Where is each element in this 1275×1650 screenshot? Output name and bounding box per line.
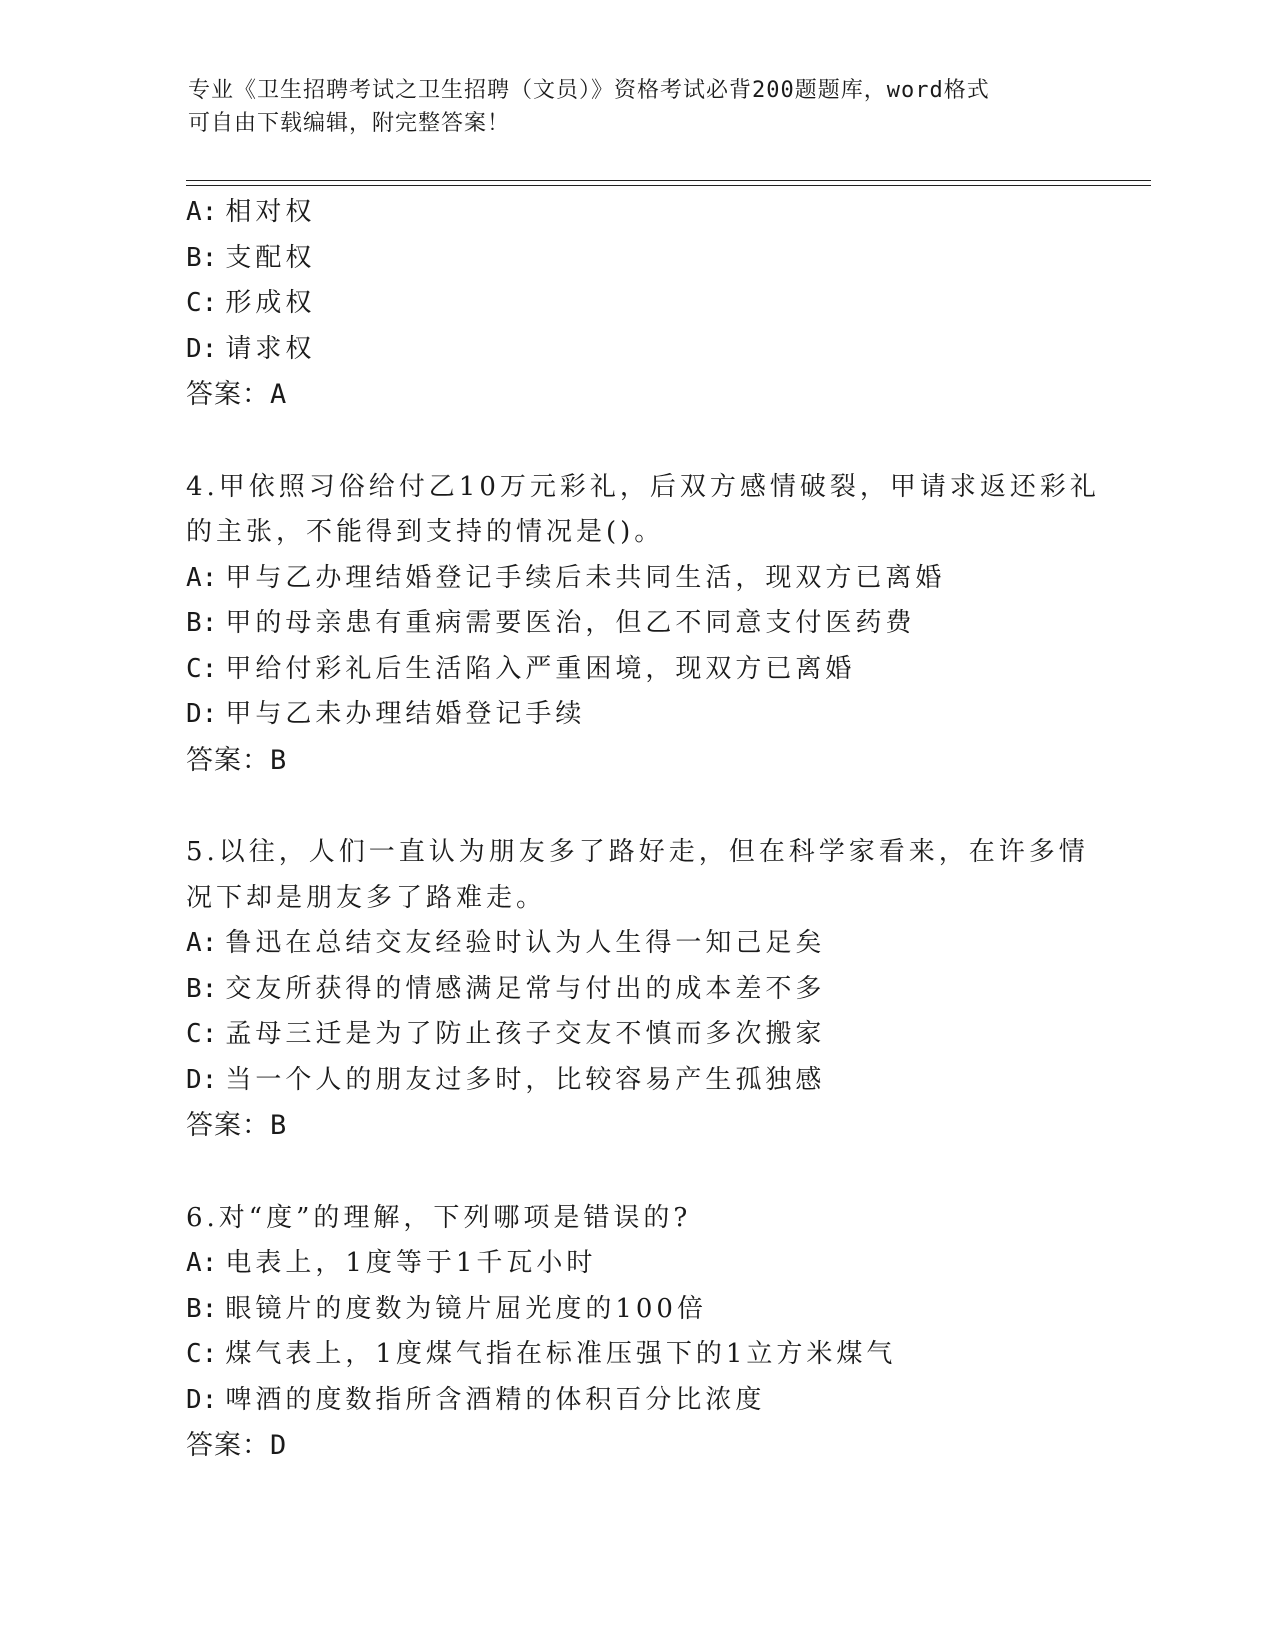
option-text: 鲁迅在总结交友经验时认为人生得一知己足矣 — [225, 928, 826, 958]
answer-value: A — [270, 379, 288, 410]
answer-line — [186, 1423, 1146, 1469]
option-b — [186, 967, 1146, 1013]
header-divider-bottom — [186, 185, 1151, 186]
question-5 — [186, 830, 1146, 1149]
option-text: 甲给付彩礼后生活陷入严重困境，现双方已离婚 — [225, 653, 856, 684]
option-text: 啤酒的度数指所含酒精的体积百分比浓度 — [225, 1384, 766, 1415]
option-key: A: — [186, 197, 218, 227]
option-key: D: — [186, 1384, 218, 1415]
option-text: 电表上，1度等于1千瓦小时 — [225, 1248, 597, 1278]
header-line-2: 可自由下载编辑，附完整答案！ — [188, 111, 511, 136]
question-6 — [186, 1196, 1146, 1469]
header-line-1: 专业《卫生招聘考试之卫生招聘（文员）》资格考试必背200题题库，word格式 — [188, 78, 990, 103]
option-key: D: — [186, 333, 218, 364]
option-key: A: — [186, 928, 218, 958]
answer-line — [186, 1103, 1146, 1149]
question-spacer — [186, 783, 1146, 830]
option-text: 孟母三迁是为了防止孩子交友不慎而多次搬家 — [225, 1019, 826, 1049]
question-spacer — [186, 1149, 1146, 1196]
option-a — [186, 556, 1146, 602]
header-divider-top — [186, 180, 1151, 181]
option-key: C: — [186, 653, 218, 684]
option-text: 交友所获得的情感满足常与付出的成本差不多 — [225, 973, 826, 1004]
option-key: A: — [186, 562, 218, 593]
answer-value: B — [270, 744, 288, 776]
question-3 — [186, 190, 1146, 418]
option-c — [186, 1012, 1146, 1058]
answer-label: 答案： — [186, 1110, 270, 1141]
option-text: 支配权 — [225, 242, 316, 273]
option-text: 煤气表上，1度煤气指在标准压强下的1立方米煤气 — [225, 1339, 897, 1369]
answer-label: 答案： — [186, 1430, 270, 1461]
option-b — [186, 236, 1146, 282]
option-key: B: — [186, 608, 218, 638]
option-text: 形成权 — [225, 288, 316, 318]
option-text: 当一个人的朋友过多时，比较容易产生孤独感 — [225, 1064, 826, 1095]
option-d — [186, 692, 1146, 738]
option-key: B: — [186, 242, 218, 273]
answer-label: 答案： — [186, 379, 270, 410]
option-d — [186, 327, 1146, 373]
option-key: A: — [186, 1248, 218, 1278]
option-c — [186, 1332, 1146, 1378]
option-a — [186, 921, 1146, 967]
option-key: C: — [186, 1339, 218, 1369]
answer-value: B — [270, 1110, 288, 1141]
option-text: 甲与乙未办理结婚登记手续 — [225, 699, 586, 729]
option-c — [186, 647, 1146, 693]
answer-label: 答案： — [186, 744, 270, 776]
option-key: B: — [186, 1293, 218, 1324]
option-key: C: — [186, 288, 218, 318]
option-text: 眼镜片的度数为镜片屈光度的100倍 — [225, 1293, 707, 1324]
option-text: 甲的母亲患有重病需要医治，但乙不同意支付医药费 — [225, 608, 916, 638]
question-4 — [186, 465, 1146, 784]
question-list — [186, 190, 1146, 1469]
question-stem-line: 6.对“度”的理解，下列哪项是错误的? — [186, 1202, 692, 1233]
document-header — [188, 74, 1088, 140]
question-stem-line: 5.以往，人们一直认为朋友多了路好走，但在科学家看来，在许多情 — [186, 837, 1089, 867]
option-key: C: — [186, 1019, 218, 1049]
option-key: D: — [186, 699, 218, 729]
option-key: D: — [186, 1064, 218, 1095]
option-text: 相对权 — [225, 197, 316, 227]
question-stem-line: 4.甲依照习俗给付乙10万元彩礼，后双方感情破裂，甲请求返还彩礼 — [186, 471, 1100, 502]
option-d — [186, 1378, 1146, 1424]
question-stem-line: 况下却是朋友多了路难走。 — [186, 882, 547, 913]
option-text: 请求权 — [225, 333, 316, 364]
option-text: 甲与乙办理结婚登记手续后未共同生活，现双方已离婚 — [225, 562, 946, 593]
option-b — [186, 1287, 1146, 1333]
option-c — [186, 281, 1146, 327]
question-spacer — [186, 418, 1146, 465]
answer-line — [186, 372, 1146, 418]
answer-line — [186, 738, 1146, 784]
option-key: B: — [186, 973, 218, 1004]
option-d — [186, 1058, 1146, 1104]
question-stem-line: 的主张，不能得到支持的情况是()。 — [186, 517, 665, 547]
option-a — [186, 1241, 1146, 1287]
option-a — [186, 190, 1146, 236]
option-b — [186, 601, 1146, 647]
answer-value: D — [270, 1430, 288, 1461]
